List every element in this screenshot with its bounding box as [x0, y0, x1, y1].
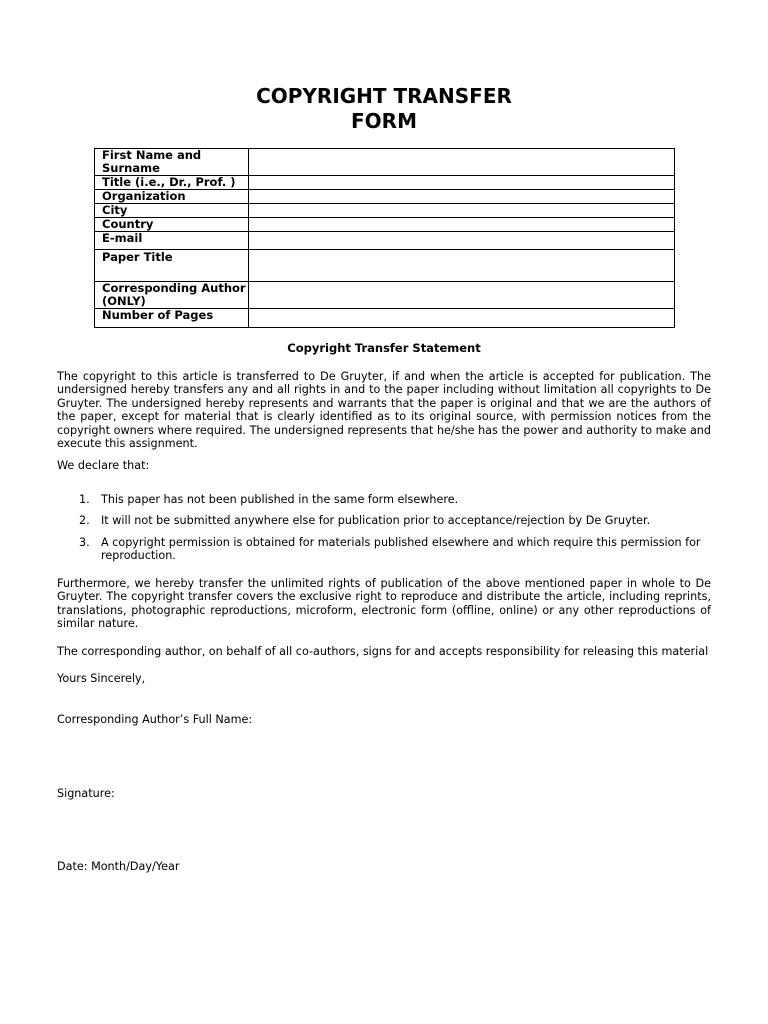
list-item	[57, 536, 711, 563]
table-row	[95, 190, 675, 204]
field-value-paper-title[interactable]	[249, 250, 675, 282]
table-row	[95, 232, 675, 250]
table-row	[95, 149, 675, 176]
statement-heading: Copyright Transfer Statement	[287, 341, 481, 355]
signature-label: Signature:	[57, 787, 115, 800]
responsibility-paragraph: The corresponding author, on behalf of all co-authors, signs for and accepts responsibility for releasing this material	[57, 645, 709, 658]
field-label-name: First Name and Surname	[95, 149, 249, 176]
field-label-title: Title (i.e., Dr., Prof. )	[95, 176, 249, 190]
date-label: Date: Month/Day/Year	[57, 860, 180, 873]
field-value-city[interactable]	[249, 204, 675, 218]
field-label-organization: Organization	[95, 190, 249, 204]
field-value-email[interactable]	[249, 232, 675, 250]
form-title	[0, 84, 768, 134]
table-row	[95, 176, 675, 190]
list-item	[57, 514, 711, 527]
table-row	[95, 204, 675, 218]
table-row	[95, 282, 675, 309]
form-title-line-2: FORM	[351, 109, 417, 133]
closing-text: Yours Sincerely,	[57, 672, 146, 685]
list-item-number: 2.	[79, 514, 90, 528]
list-item-number: 3.	[79, 535, 90, 549]
field-value-country[interactable]	[249, 218, 675, 232]
field-value-corresponding-author[interactable]	[249, 282, 675, 309]
table-row	[95, 250, 675, 282]
author-info-table	[94, 148, 675, 328]
field-label-country: Country	[95, 218, 249, 232]
list-item-number: 1.	[79, 493, 90, 506]
declarations-list	[57, 493, 711, 563]
field-label-number-of-pages: Number of Pages	[95, 309, 249, 328]
table-row	[95, 218, 675, 232]
field-value-number-of-pages[interactable]	[249, 309, 675, 328]
list-item-text: A copyright permission is obtained for materials published elsewhere and which require this permission for reproduction.	[101, 535, 701, 563]
field-label-email: E-mail	[95, 232, 249, 250]
list-item-text: It will not be submitted anywhere else for publication prior to acceptance/rejection by De Gruyter.	[101, 514, 651, 528]
furthermore-paragraph: Furthermore, we hereby transfer the unlimited rights of publication of the above mentioned paper in whole to De Gruyter. The copyright transfer covers the exclusive right to reproduce and distribute the article, including reprints, translations, photographic reproductions, microform, electronic form (offline, online) or any other reproductions of similar nature.	[57, 577, 711, 631]
table-row	[95, 309, 675, 328]
form-title-line-1: COPYRIGHT TRANSFER	[256, 84, 512, 108]
full-name-label: Corresponding Author’s Full Name:	[57, 713, 253, 726]
field-value-organization[interactable]	[249, 190, 675, 204]
field-label-paper-title: Paper Title	[95, 250, 249, 282]
field-label-corresponding-author: Corresponding Author (ONLY)	[95, 282, 249, 309]
field-value-title[interactable]	[249, 176, 675, 190]
declare-lead: We declare that:	[57, 459, 150, 472]
intro-paragraph: The copyright to this article is transferred to De Gruyter, if and when the article is accepted for publication. The undersigned hereby transfers any and all rights in and to the paper including without limitation all copyrights to De Gruyter. The undersigned hereby represents and warrants that the paper is original and that we are the authors of the paper, except for material that is clearly identified as to its original source, with permission notices from the copyright owners where required. The undersigned represents that he/she has the power and authority to make and execute this assignment.	[57, 370, 711, 451]
field-label-city: City	[95, 204, 249, 218]
list-item	[57, 493, 711, 506]
list-item-text: This paper has not been published in the same form elsewhere.	[101, 493, 459, 506]
field-value-name[interactable]	[249, 149, 675, 176]
